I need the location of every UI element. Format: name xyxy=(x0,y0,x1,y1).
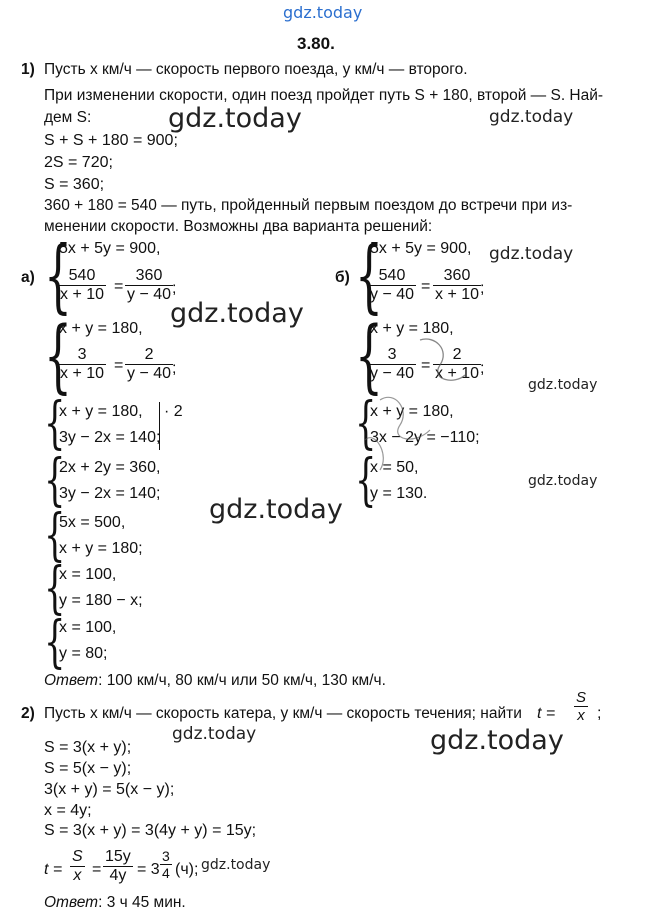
case-label-a: а) xyxy=(21,269,35,286)
numerator: 360 xyxy=(135,267,163,284)
numerator: 540 xyxy=(378,267,406,284)
equation: x = 4y; xyxy=(44,802,92,819)
answer-text: : 100 км/ч, 80 км/ч или 50 км/ч, 130 км/ч. xyxy=(98,672,386,689)
equals-sign: = xyxy=(421,357,431,374)
equation: 3y − 2x = 140; xyxy=(59,485,161,502)
equation: 2S = 720; xyxy=(44,154,113,171)
watermark: gdz.today xyxy=(170,298,304,329)
equation: S = 5(x − y); xyxy=(44,760,132,777)
part-number: 2) xyxy=(21,705,35,722)
equals-sign: = xyxy=(114,357,124,374)
watermark: gdz.today xyxy=(168,103,302,134)
punctuation: ; xyxy=(597,705,602,722)
denominator: y − 40 xyxy=(370,365,415,382)
equation: x + y = 180, xyxy=(59,320,143,337)
equation: S = 3(x + y); xyxy=(44,739,132,756)
denominator: 4 xyxy=(162,865,170,881)
answer-label: Ответ xyxy=(44,672,99,689)
fraction xyxy=(574,689,588,724)
equation: x = 100, xyxy=(59,566,117,583)
equation: x = 50, xyxy=(370,459,419,476)
fraction xyxy=(160,848,172,881)
numerator: S xyxy=(576,689,587,706)
text-line: дем S: xyxy=(44,109,92,126)
text-line: Пусть x км/ч — скорость первого поезда, y км/ч — второго. xyxy=(44,61,468,78)
watermark: gdz.today xyxy=(430,725,564,756)
fraction xyxy=(125,346,173,383)
watermark: gdz.today xyxy=(528,473,598,489)
problem-number: 3.80. xyxy=(297,34,335,53)
equals-sign: = xyxy=(92,861,102,878)
numerator: 15y xyxy=(105,848,131,865)
numerator: 3 xyxy=(77,346,87,363)
unit: (ч); xyxy=(175,861,199,878)
equation: y = 130. xyxy=(370,485,428,502)
punctuation: ; xyxy=(480,360,485,377)
equation: 5x + 5y = 900, xyxy=(370,240,472,257)
system-brace: { xyxy=(355,309,383,402)
denominator: 4y xyxy=(109,867,127,884)
fraction xyxy=(125,267,173,304)
answer-text: : 3 ч 45 мин. xyxy=(98,894,186,911)
fraction xyxy=(58,346,106,383)
equals-sign: = 3 xyxy=(137,861,160,878)
denominator: x + 10 xyxy=(60,365,105,382)
text-line: При изменении скорости, один поезд пройдет путь S + 180, второй — S. Най- xyxy=(44,87,604,104)
denominator: x xyxy=(73,867,82,884)
fraction xyxy=(58,267,106,304)
fraction xyxy=(433,267,481,304)
equation: 5x + 5y = 900, xyxy=(59,240,161,257)
system-brace: { xyxy=(355,229,383,322)
equation: x + y = 180; xyxy=(59,540,143,557)
numerator: 2 xyxy=(144,346,154,363)
denominator: x + 10 xyxy=(435,286,480,303)
punctuation: ; xyxy=(480,280,485,297)
equation: 3x − 2y = −110; xyxy=(370,429,480,446)
equation: y = 180 − x; xyxy=(59,592,143,609)
fraction xyxy=(70,848,85,885)
multiplier: · 2 xyxy=(164,403,183,420)
text-line: 360 + 180 = 540 — путь, пройденный первым поездом до встречи при из- xyxy=(44,197,573,214)
equation: S = 3(x + y) = 3(4y + y) = 15y; xyxy=(44,822,257,839)
pen-scribble xyxy=(360,330,500,480)
text-line: Пусть x км/ч — скорость катера, y км/ч — скорость течения; найти xyxy=(44,705,522,722)
system-brace: { xyxy=(44,448,66,513)
denominator: y − 40 xyxy=(370,286,415,303)
numerator: 540 xyxy=(68,267,96,284)
system-brace: { xyxy=(44,391,66,456)
system-brace: { xyxy=(44,503,66,568)
punctuation: ; xyxy=(172,280,177,297)
system-brace: { xyxy=(44,229,72,322)
text-line: менении скорости. Возможны два варианта решений: xyxy=(44,218,433,235)
multiplier-bar xyxy=(159,402,160,450)
equation: S = 360; xyxy=(44,176,105,193)
fraction xyxy=(368,267,416,304)
answer-label: Ответ xyxy=(44,894,99,911)
system-brace: { xyxy=(355,391,377,456)
equation: 3(x + y) = 5(x − y); xyxy=(44,781,175,798)
equation: 3y − 2x = 140; xyxy=(59,429,161,446)
equation: x + y = 180, xyxy=(59,403,143,420)
answer-line xyxy=(44,672,386,690)
system-brace: { xyxy=(44,610,66,675)
case-label-b: б) xyxy=(335,269,350,286)
punctuation: ; xyxy=(172,360,177,377)
numerator: 3 xyxy=(162,848,170,864)
watermark: gdz.today xyxy=(528,377,598,393)
watermark: gdz.today xyxy=(489,107,574,127)
equation: 2x + 2y = 360, xyxy=(59,459,161,476)
system-brace: { xyxy=(355,448,377,513)
numerator: 3 xyxy=(387,346,397,363)
watermark: gdz.today xyxy=(489,244,574,264)
equation: 5x = 500, xyxy=(59,514,126,531)
answer-line xyxy=(44,894,186,912)
equation: x + y = 180, xyxy=(370,403,454,420)
equals-sign: = xyxy=(114,278,124,295)
equation: x = 100, xyxy=(59,619,117,636)
equation: S + S + 180 = 900; xyxy=(44,132,178,149)
numerator: S xyxy=(72,848,83,865)
equation: y = 80; xyxy=(59,645,108,662)
denominator: y − 40 xyxy=(127,365,172,382)
fraction xyxy=(103,848,133,885)
watermark-top: gdz.today xyxy=(283,3,363,22)
equation: x + y = 180, xyxy=(370,320,454,337)
system-brace: { xyxy=(44,309,72,402)
watermark: gdz.today xyxy=(201,857,271,873)
numerator: 2 xyxy=(452,346,462,363)
denominator: y − 40 xyxy=(127,286,172,303)
watermark: gdz.today xyxy=(209,494,343,525)
denominator: x + 10 xyxy=(60,286,105,303)
formula-lhs: t = xyxy=(44,861,63,878)
denominator: x xyxy=(577,707,585,724)
denominator: x + 10 xyxy=(435,365,480,382)
watermark: gdz.today xyxy=(172,724,257,744)
part-number: 1) xyxy=(21,61,35,78)
equals-sign: = xyxy=(421,278,431,295)
formula-lhs: t = xyxy=(537,705,556,722)
system-brace: { xyxy=(44,556,66,621)
numerator: 360 xyxy=(443,267,471,284)
